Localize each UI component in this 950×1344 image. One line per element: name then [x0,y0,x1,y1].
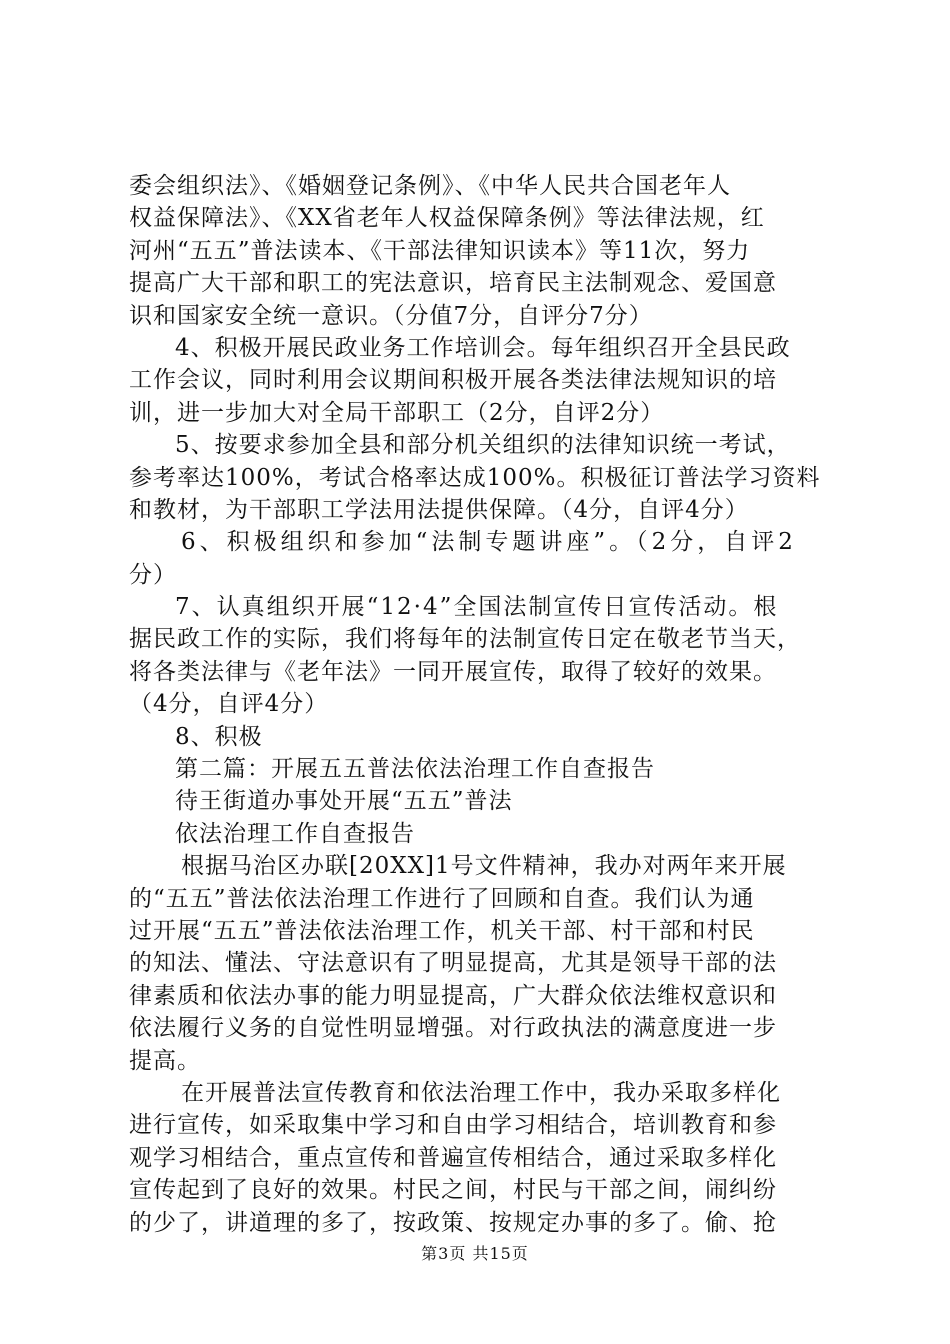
text-line: 识和国家安全统一意识。（分值7分，自评分7分） [129,302,653,329]
text-line: 工作会议，同时利用会议期间积极开展各类法律法规知识的培 [129,367,777,394]
text-line: 第二篇：开展五五普法依法治理工作自查报告 [175,756,655,783]
text-line: 进行宣传，如采取集中学习和自由学习相结合，培训教育和参 [129,1112,777,1139]
text-line: 提高。 [129,1047,201,1074]
text-line: （4分，自评4分） [129,691,329,718]
text-line: 分） [129,561,177,588]
text-line: 将各类法律与《老年法》一同开展宣传，取得了较好的效果。 [129,658,777,685]
text-line: 根据马治区办联[20XX]1号文件精神，我办对两年来开展 [181,853,787,880]
text-line: 训，进一步加大对全局干部职工（2分，自评2分） [129,399,665,426]
document-body [129,170,829,1239]
text-line: 河州“五五”普法读本、《干部法律知识读本》等11次，努力 [129,237,751,264]
text-line: 据民政工作的实际，我们将每年的法制宣传日定在敬老节当天， [129,626,801,653]
text-line: 5、按要求参加全县和部分机关组织的法律知识统一考试， [175,432,791,459]
text-line: 提高广大干部和职工的宪法意识，培育民主法制观念、爱国意 [129,270,777,297]
text-line: 律素质和依法办事的能力明显提高，广大群众依法维权意识和 [129,982,777,1009]
text-line: 观学习相结合，重点宣传和普遍宣传相结合，通过采取多样化 [129,1144,777,1171]
text-line: 依法履行义务的自觉性明显增强。对行政执法的满意度进一步 [129,1015,777,1042]
text-line: 权益保障法》、《XX省老年人权益保障条例》等法律法规，红 [129,205,765,232]
text-line: 待王街道办事处开展“五五”普法 [175,788,513,815]
text-line: 的少了，讲道理的多了，按政策、按规定办事的多了。偷、抢 [129,1209,777,1236]
text-line: 参考率达100%，考试合格率达成100%。积极征订普法学习资料 [129,464,821,491]
text-line: 过开展“五五”普法依法治理工作，机关干部、村干部和村民 [129,917,755,944]
text-line: 的知法、懂法、守法意识有了明显提高，尤其是领导干部的法 [129,950,777,977]
text-line: 委会组织法》、《婚姻登记条例》、《中华人民共合国老年人 [129,173,731,199]
text-line: 的“五五”普法依法治理工作进行了回顾和自查。我们认为通 [129,885,755,912]
text-line: 7、认真组织开展“12·4”全国法制宣传日宣传活动。根 [175,594,779,621]
text-line: 6、积极组织和参加“法制专题讲座”。（2分，自评2 [181,529,797,556]
text-line: 依法治理工作自查报告 [175,820,415,847]
page-footer: 第3页 共15页 [421,1244,529,1263]
text-line: 4、积极开展民政业务工作培训会。每年组织召开全县民政 [175,334,791,361]
text-line: 在开展普法宣传教育和依法治理工作中，我办采取多样化 [181,1079,781,1106]
text-line: 8、积极 [175,723,263,750]
text-line: 宣传起到了良好的效果。村民之间，村民与干部之间，闹纠纷 [129,1177,777,1204]
text-line: 和教材，为干部职工学法用法提供保障。（4分，自评4分） [129,496,749,523]
